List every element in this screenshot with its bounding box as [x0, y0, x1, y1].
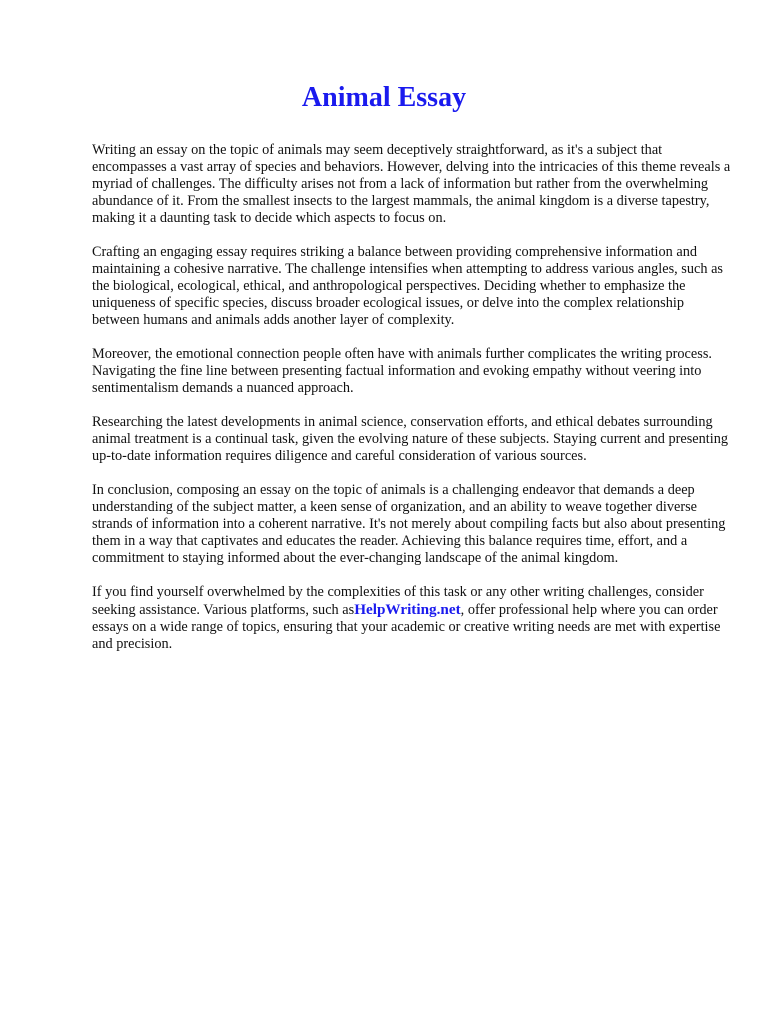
paragraph-assistance [92, 584, 732, 653]
paragraph-crafting: Crafting an engaging essay requires striking a balance between providing comprehensive information and maintaining a cohesive narrative. The challenge intensifies when attempting to address various angles, such as the biological, ecological, ethical, and anthropological perspectives. Deciding whether to emphasize the uniqueness of specific species, discuss broader ecological issues, or delve into the complex relationship between humans and animals adds another layer of complexity. [92, 244, 723, 328]
page-title: Animal Essay [301, 82, 467, 113]
paragraph-conclusion: In conclusion, composing an essay on the topic of animals is a challenging endeavor that demands a deep understanding of the subject matter, a keen sense of organization, and an ability to weave together diverse strands of information into a coherent narrative. It's not merely about compiling facts but also about presenting them in a way that captivates and educates the reader. Achieving this balance requires time, effort, and a commitment to staying informed about the ever-changing landscape of the animal kingdom. [92, 482, 726, 566]
helpwriting-link[interactable]: HelpWriting.net [354, 601, 461, 618]
paragraph-research: Researching the latest developments in animal science, conservation efforts, and ethical debates surrounding animal treatment is a continual task, given the evolving nature of these subjects. Staying current and presenting up-to-date information requires diligence and careful consideration of various sources. [92, 414, 729, 464]
assistance-text-after: , offer professional help where you can order essays on a wide range of topics, ensuring that your academic or creative writing needs are met with expertise and precision. [92, 602, 721, 652]
assistance-text-before: If you find yourself overwhelmed by the complexities of this task or any other writing challenges, consider seeking assistance. Various platforms, such as [92, 584, 704, 618]
paragraph-intro: Writing an essay on the topic of animals may seem deceptively straightforward, as it's a subject that encompasses a vast array of species and behaviors. However, delving into the intricacies of this theme reveals a myriad of challenges. The difficulty arises not from a lack of information but rather from the overwhelming abundance of it. From the smallest insects to the largest mammals, the animal kingdom is a diverse tapestry, making it a daunting task to decide which aspects to focus on. [92, 142, 731, 226]
paragraph-emotional: Moreover, the emotional connection people often have with animals further complicates the writing process. Navigating the fine line between presenting factual information and evoking empathy without veering into sentimentalism demands a nuanced approach. [92, 346, 712, 396]
